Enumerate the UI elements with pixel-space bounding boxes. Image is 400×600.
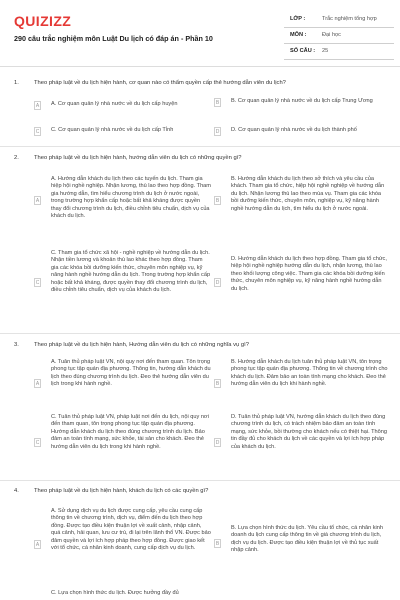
option-letter-box: D: [215, 129, 220, 135]
option-text: C. Tham gia tổ chức xã hội - nghề nghiệp về hướng dẫn du lịch. Nhận tiền lương và khoản thù lao khác theo hợp đồng. Tham gia các khóa bồi dưỡng kiến thức, chuyên môn nghiệp vụ, kỹ năng hành nghề hướng dẫn du lịch. Trong trường hợp khẩn cấp hoặc bất khả kháng, được quyền thay đổi chương trình du lịch, điều chỉnh tiêu chuẩn, dịch vụ của khách du lịch.: [51, 250, 211, 294]
option-letter-box: B: [215, 198, 220, 204]
meta-value: Trắc nghiệm tổng hợp: [322, 16, 377, 22]
option-letter-box: B: [215, 381, 220, 387]
meta-label: LỚP :: [290, 16, 306, 22]
option-letter-box: A: [35, 381, 40, 387]
question-number: 1.: [14, 80, 19, 86]
meta-table: [284, 12, 394, 60]
meta-label: MÔN :: [290, 32, 307, 38]
option-letter-box: C: [35, 440, 40, 446]
option-text: D. Hướng dẫn khách du lịch theo hợp đồng. Tham gia tổ chức, hiệp hội nghề nghiệp hướng dẫn du lịch, nhận lương, thù lao theo khối lượng công việc. Tham gia các khóa bồi dưỡng kiến thức, chuyên môn nghiệp vụ, kỹ năng hành nghề hướng dẫn du lịch.: [231, 256, 387, 292]
option-text: A. Cơ quan quản lý nhà nước về du lịch cấp huyện: [51, 101, 178, 107]
option-letter-box: A: [35, 542, 40, 548]
question-text: Theo pháp luật về du lịch hiện hành, Hướng dẫn viên du lịch có những nghĩa vụ gì?: [34, 342, 249, 348]
question-divider: [0, 146, 400, 147]
meta-value: 25: [322, 48, 329, 54]
option-letter-box: A: [35, 198, 40, 204]
option-text: B. Lựa chọn hình thức du lịch. Yêu cầu tổ chức, cá nhân kinh doanh du lịch cung cấp thông tin về giá chương trình du lịch, dịch vụ du lịch. Được tạo điều kiện thuận lợi về thủ tục xuất nhập cảnh.: [231, 525, 384, 554]
option-text: A. Hướng dẫn khách du lịch theo các tuyến du lịch. Tham gia hiệp hội nghề nghiệp. Nhận lương, thù lao theo hợp đồng. Tham gia hướng dẫn, tìm hiểu chương trình du lịch ở nước ngoài, trong trường hợp khẩn cấp hoặc bất khả kháng được quyền thay đổi chương trình du lịch, điều chỉnh tiêu chuẩn, dịch vụ của khách du lịch.: [51, 176, 211, 220]
meta-row-question-count: [284, 44, 394, 60]
option-letter-box: D: [215, 440, 220, 446]
option-letter-box: A: [35, 103, 40, 109]
question-divider: [0, 333, 400, 334]
option-letter-box: C: [35, 280, 40, 286]
option-text: D. Cơ quan quản lý nhà nước về du lịch thành phố: [231, 127, 357, 133]
header-divider: [0, 66, 400, 67]
question-text: Theo pháp luật về du lịch hiện hành, cơ quan nào có thẩm quyền cấp thẻ hướng dẫn viên du lịch?: [34, 80, 286, 86]
option-text: A. Tuân thủ pháp luật VN, nội quy nơi đến tham quan. Tôn trọng phong tục tập quán địa phương. Thông tin, hướng dẫn khách du lịch theo đúng chương trình du lịch. Đeo thẻ hướng dẫn viên du lịch trong khi hành nghề.: [51, 359, 211, 388]
option-letter-box: D: [215, 280, 220, 286]
question-text: Theo pháp luật về du lịch hiện hành, khách du lịch có các quyền gì?: [34, 488, 209, 494]
question-divider: [0, 480, 400, 481]
meta-label: SỐ CÂU :: [290, 48, 316, 54]
meta-row-subject: [284, 28, 394, 44]
quizizz-logo: QUIZIZZ: [14, 13, 72, 29]
option-letter-box: B: [215, 100, 220, 106]
option-letter-box: C: [35, 129, 40, 135]
document-title: 290 câu trắc nghiệm môn Luật Du lịch có đáp án - Phần 10: [14, 34, 213, 43]
meta-value: Đại học: [322, 32, 341, 38]
option-text: A. Sử dụng dịch vụ du lịch được cung cấp, yêu cầu cung cấp thông tin về chương trình, dịch vụ, điểm đến du lịch theo hợp đồng. Được tạo điều kiện thuận lợi về xuất cảnh, nhập cảnh, quá cảnh, hải quan, lưu cư trú, đi lại trên lãnh thổ VN. Được bảo đảm quyền và lợi ích hợp pháp theo hợp đồng. Được giao kết với tổ chức, cá nhân kinh doanh, cung cấp dịch vụ du lịch.: [51, 508, 211, 552]
option-text: B. Hướng dẫn khách du lịch theo sở thích và yêu cầu của khách. Tham gia tổ chức, hiệp hội nghề nghiệp về hướng dẫn du lịch. Nhận lương thù lao theo mùa vụ. Tham gia các khóa bồi dưỡng kiến thức, chuyên môn, nghiệp vụ, kỹ năng hành nghề hướng dẫn du lịch, tìm hiểu du lịch ở nước ngoài.: [231, 176, 385, 212]
option-text: B. Hướng dẫn khách du lịch tuân thủ pháp luật VN, tôn trọng phong tục tập quán địa phương. Thông tin về chương trình cho khách du lịch. Đảm bảo an toàn tính mạng cho khách. Đeo thẻ hướng dẫn viên du lịch khi hành nghề.: [231, 359, 388, 388]
question-text: Theo pháp luật về du lịch hiện hành, hướng dẫn viên du lịch có những quyền gì?: [34, 155, 242, 161]
option-text: C. Lựa chọn hình thức du lịch. Được hưởng đầy đủ: [51, 590, 179, 596]
option-text: C. Cơ quan quản lý nhà nước về du lịch cấp Tỉnh: [51, 127, 174, 133]
option-letter-box: B: [215, 541, 220, 547]
question-number: 3.: [14, 342, 19, 348]
meta-row-class: [284, 12, 394, 28]
question-number: 4.: [14, 488, 19, 494]
option-text: B. Cơ quan quản lý nhà nước về du lịch cấp Trung Ương: [231, 98, 373, 104]
question-number: 2.: [14, 155, 19, 161]
option-text: D. Tuân thủ pháp luật VN, hướng dẫn khách du lịch theo đúng chương trình du lịch, có trách nhiệm bảo đảm an toàn tính mạng, sức khỏe, bồi thường cho khách nếu có thiệt hại. Thông tin đầy đủ cho khách du lịch về các quyền và lợi ích hợp pháp của khách du lịch.: [231, 414, 387, 450]
document-header: [0, 0, 400, 62]
option-text: C. Tuân thủ pháp luật VN, pháp luật nơi đến du lịch, nội quy nơi đến tham quan, tôn trọng phong tục tập quán địa phương. Hướng dẫn khách du lịch theo đúng chương trình du lịch. Bảo đảm an toàn tính mạng, sức khỏe, tài sản cho khách. Đeo thẻ hướng dẫn viên du lịch trong khi hành nghề.: [51, 414, 209, 450]
